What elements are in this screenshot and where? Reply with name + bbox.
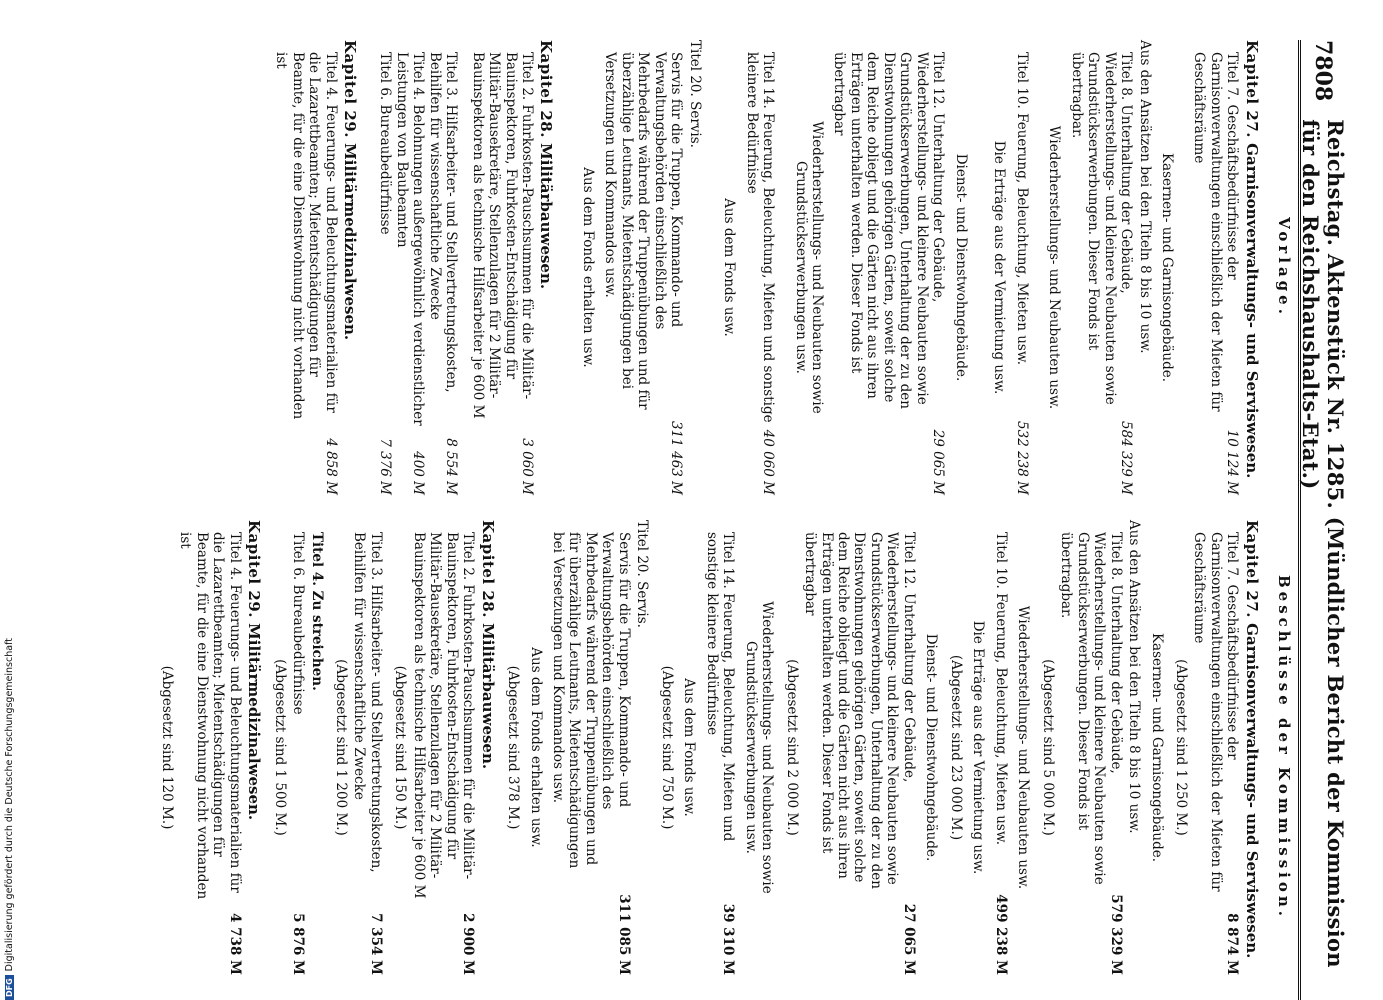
title-entry: Titel 14. Feuerung, Beleuchtung, Mieten und sonstige kleinere Bedürfnisse 40 060 M [743,52,777,495]
column-vorlage [15,40,1295,495]
deduction-note: (Abgesetzt sind 120 M.) [158,665,175,830]
deduction-note: (Abgesetzt sind 5 000 M.) [1039,659,1056,836]
chapter-heading: Kapitel 28. Militärbauwesen. [537,40,556,290]
section-heading: Kasernen- und Garnisongebäude. [1159,152,1175,383]
sub-entry: Aus dem Fonds erhalten usw. [579,167,596,368]
page-number: 7808 [1310,40,1336,102]
title-entry: Titel 4. Feuerungs- und Beleuchtungsmaterialien für die Lazarettbeamten; Mietentschädigungen für Beamte, für die eine Dienstwohnung nicht vorhanden ist 4 858 M [273,52,339,495]
title-entry: Titel 4. Belohnungen außergewöhnlich verdienstlicher Leistungen von Baubeamten 400 M [393,52,427,495]
chapter-heading: Kapitel 28. Militärbauwesen. [478,520,497,770]
deduction-note: (Abgesetzt sind 750 M.) [658,665,675,830]
title-entry: Titel 2. Fuhrkosten-Pauschsummen für die Militär-Bauinspektoren, Fuhrkosten-Entschädigung für Militär-Bausekretäre, Stellenzulagen für 2 Militär-Bauinspektoren als technische Hilfsarbeiter je 600 M 2 900 M [410,532,477,975]
title-entry: Titel 2. Fuhrkosten-Pauschsummen für die Militär-Bauinspektoren, Fuhrkosten-Entschädigung für Militär-Bausekretäre, Stellenzulagen für 2 Militär-Bauinspektoren als technische Hilfsarbeiter je 600 M 3 060 M [469,52,536,495]
column-beschluesse [15,520,1295,975]
title-heading: Titel 20. Servis. [634,520,651,628]
title-entry: Titel 7. Geschäftsbedürfnisse der Garnisonverwaltungen einschließlich der Mieten für Geschäftsräume 10 124 M [1191,52,1241,495]
title-entry: Titel 8. Unterhaltung der Gebäude, Wiederherstellungs- und kleinere Neubauten sowie Grundstückserwerbungen. Dieser Fonds ist übertragbar. 579 329 M [1058,532,1124,975]
chapter-heading: Kapitel 29. Militärmedizinalwesen. [245,520,264,821]
deduction-note: (Abgesetzt sind 1 500 M.) [271,659,288,836]
column-title: Beschlüsse der Kommission. [1275,575,1293,920]
deduction-note: (Abgesetzt sind 1 200 M.) [333,659,350,836]
deduction-note: (Abgesetzt sind 2 000 M.) [783,659,800,836]
title-entry: Titel 6. Bureaubedürfnisse 7 376 M [377,52,394,495]
dfg-footer [2,0,16,1000]
deduction-note: (Abgesetzt sind 378 M.) [505,665,522,830]
title-entry: Titel 4. Zu streichen. [308,532,325,691]
chapter-heading: Kapitel 27. Garnisonverwaltungs- und Serviswesen. [1242,520,1261,959]
deduction-note: (Abgesetzt sind 1 250 M.) [1173,659,1189,836]
sub-entry: Wiederherstellungs- und Neubauten sowie Grundstückserwerbungen usw. [792,121,826,414]
sub-entry: Wiederherstellungs- und Neubauten usw. [1046,125,1063,410]
title-entry: Titel 12. Unterhaltung der Gebäude, Wiederherstellungs- und kleinere Neubauten sowie Grundstückserwerbungen, Unterhaltung der zu den Dienstwohnungen gehörigen Gärten, soweit solche dem Reiche obliegt und die Gärten nicht aus ihren Erträgen unterhalten werden. Dieser Fonds ist übertragbar 29 065 M [831,52,947,495]
text-line: Aus den Ansätzen bei den Titeln 8 bis 10 usw. [1136,40,1153,354]
title-entry: Titel 3. Hilfsarbeiter- und Stellvertretungskosten, Beihilfen für wissenschaftliche Zwecke 7 354 M [351,532,384,975]
title-entry: Titel 10. Feuerung, Beleuchtung, Mieten usw. 532 238 M [1013,52,1030,495]
rotated-page [15,40,1348,1000]
section-heading: Dienst- und Dienstwohngebäude. [923,633,940,862]
title-entry: Titel 12. Unterhaltung der Gebäude, Wiederherstellungs- und kleinere Neubauten sowie Grundstückserwerbungen, Unterhaltung der zu den Dienstwohnungen gehörigen Gärten, soweit solche dem Reiche obliegt und die Gärten nicht aus ihren Erträgen unterhalten werden. Dieser Fonds ist übertragbar 27 065 M [802,532,917,975]
footer-text: Digitalisierung gefördert durch die Deutsche Forschungsgemeinschaft [3,638,15,972]
deduction-note: (Abgesetzt sind 23 000 M.) [947,654,964,841]
title-entry: Titel 8. Unterhaltung der Gebäude, Wiederherstellungs- und kleinere Neubauten sowie Grundstückserwerbungen. Dieser Fonds ist übertragbar. 584 329 M [1068,52,1135,495]
title-entry: Titel 3. Hilfsarbeiter- und Stellvertretungskosten, Beihilfen für wissenschaftliche Zwecke 8 554 M [426,52,460,495]
sub-entry: Die Erträge aus der Vermietung usw. [970,620,987,875]
sub-entry: Die Erträge aus der Vermietung usw. [991,140,1008,395]
sub-entry: Wiederherstellungs- und Neubauten usw. [1015,605,1032,890]
title-entry: Titel 10. Feuerung, Beleuchtung, Mieten usw. 499 238 M [992,532,1009,975]
title-entry: Titel 4. Feuerungs- und Beleuchtungsmaterialien für die Lazarettbeamten; Mietentschädigungen für Beamte, für die eine Dienstwohnung nicht vorhanden ist 4 738 M [177,532,243,975]
running-title: Reichstag. Aktenstück Nr. 1285. (Mündlicher Bericht der Kommission für den Reichshaushalts-Etat.) [1298,119,1348,968]
deduction-note: (Abgesetzt sind 150 M.) [392,665,409,830]
chapter-heading: Kapitel 29. Militärmedizinalwesen. [340,40,359,341]
sub-entry: Aus dem Fonds erhalten usw. [527,647,544,848]
title-entry: Titel 6. Bureaubedürfnisse 5 876 M [290,532,307,975]
title-entry: Servis für die Truppen, Kommando- und Verwaltungsbehörden einschließlich des Mehrbedarfs während der Truppenübungen und für überzählige Leutnants, Mietentschädigungen bei Versetzungen und Kommandos usw. 311 463 M [602,52,685,495]
dfg-logo-badge: DFG [5,975,14,1000]
sub-entry: Aus dem Fonds usw. [681,678,698,817]
section-heading: Dienst- und Dienstwohngebäude. [952,153,969,382]
title-entry: Servis für die Truppen, Kommando- und Verwaltungsbehörden einschließlich des Mehrbedarfs während der Truppenübungen und für überzählige Leutnants, Mietentschädigungen bei Versetzungen und Kommandos usw. 311 085 M [550,532,632,975]
chapter-heading: Kapitel 27. Garnisonverwaltungs- und Serviswesen. [1242,40,1261,479]
title-entry: Titel 14. Feuerung, Beleuchtung, Mieten und sonstige kleinere Bedürfnisse 39 310 M [703,532,737,975]
title-heading: Titel 20. Servis. [686,40,703,148]
column-title: Vorlage. [1275,217,1293,318]
text-line: Aus den Ansätzen bei den Titeln 8 bis 10 usw. [1126,520,1143,834]
section-heading: Kasernen- und Garnisongebäude. [1148,632,1165,863]
sub-entry: Wiederherstellungs- und Neubauten sowie Grundstückserwerbungen usw. [742,601,776,894]
page-header [1298,40,1348,1000]
title-entry: Titel 7. Geschäftsbedürfnisse der Garnisonverwaltungen einschließlich der Mieten für Geschäftsräume 8 874 M [1191,532,1241,975]
sub-entry: Aus dem Fonds usw. [721,198,738,337]
